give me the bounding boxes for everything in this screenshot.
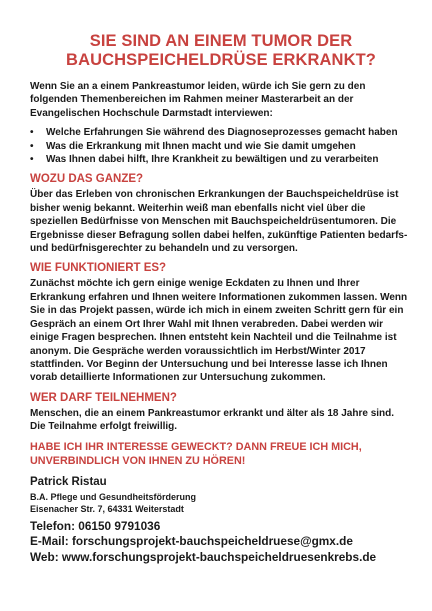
contact-phone: Telefon: 06150 9791036 — [30, 518, 161, 533]
section-heading-wie: WIE FUNKTIONIERT ES? — [30, 262, 167, 275]
section-text-wozu: Über das Erleben von chronischen Erkrankungen der Bauchspeicheldrüse ist bisher wenig bekannt. Weiterhin weiß man ebenfalls nicht viel über die speziellen Bedürfnisse von Menschen mit Bauchspeicheldrüsentumoren. Die Ergebnisse dieser Befragung sollen dabei helfen, zukünftige Patienten bedarfs- und bedürfnisgerechter zu behandeln und zu versorgen. — [30, 189, 408, 255]
contact-web: Web: www.forschungsprojekt-bauchspeicheldruesenkrebs.de — [30, 549, 377, 564]
list-item: • Welche Erfahrungen Sie während des Diagnoseprozesses gemacht haben — [30, 127, 398, 139]
list-item: • Was Ihnen dabei hilft, Ihre Krankheit zu bewältigen und zu verarbeiten — [30, 154, 379, 166]
bullet-icon: • — [30, 127, 34, 139]
title-line-2: BAUCHSPEICHELDRÜSE ERKRANKT? — [66, 51, 376, 69]
flyer-title — [30, 32, 412, 70]
contact-name: Patrick Ristau — [30, 475, 107, 488]
bullet-icon: • — [30, 154, 34, 166]
section-heading-wer: WER DARF TEILNEHMEN? — [30, 391, 177, 404]
contact-address: Eisenacher Str. 7, 64331 Weiterstadt — [30, 503, 184, 514]
bullet-icon: • — [30, 140, 34, 152]
title-line-1: SIE SIND AN EINEM TUMOR DER — [89, 32, 353, 50]
call-to-action: HABE ICH IHR INTERESSE GEWECKT? DANN FREUE ICH MICH, UNVERBINDLICH VON IHNEN ZU HÖREN! — [30, 440, 362, 467]
topic-list — [30, 126, 412, 166]
contact-email: E-Mail: forschungsprojekt-bauchspeicheldruese@gmx.de — [30, 534, 353, 549]
contact-degree: B.A. Pflege und Gesundheitsförderung — [30, 491, 197, 502]
section-text-wer: Menschen, die an einem Pankreastumor erkrankt und älter als 18 Jahre sind. Die Teilnahme erfolgt freiwillig. — [30, 407, 395, 433]
section-text-wie: Zunächst möchte ich gern einige wenige Eckdaten zu Ihnen und Ihrer Erkrankung erfahren und Ihnen weitere Informationen zukommen lassen. Wenn Sie in das Projekt passen, würde ich mich in einem zweiten Schritt gern für ein Gespräch an einem Ort Ihrer Wahl mit Ihnen verabreden. Dabei werden wir einige Fragen besprechen. Ihnen entsteht kein Nachteil und die Teilnahme ist anonym. Die Gespräche werden voraussichtlich im Herbst/Winter 2017 stattfinden. Vor Beginn der Untersuchung und bei Interesse lasse ich Ihnen vorab detaillierte Informationen zur Untersuchung zukommen. — [30, 278, 408, 384]
contact-block — [30, 519, 412, 566]
list-item: • Was die Erkrankung mit Ihnen macht und wie Sie damit umgehen — [30, 140, 356, 152]
intro-paragraph: Wenn Sie an a einem Pankreastumor leiden, würde ich Sie gern zu den folgenden Themenbereichen im Rahmen meiner Masterarbeit an der Evangelischen Hochschule Darmstadt interviewen: — [30, 81, 366, 119]
section-heading-wozu: WOZU DAS GANZE? — [30, 173, 144, 186]
